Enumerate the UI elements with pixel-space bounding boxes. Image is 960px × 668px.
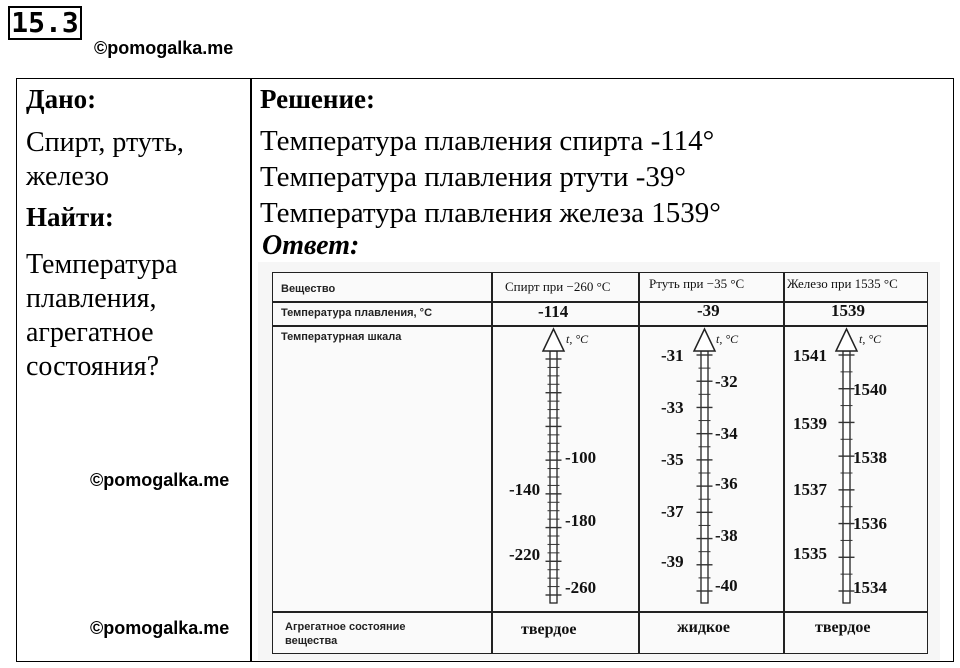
head-state-line-2: вещества xyxy=(285,635,338,647)
answer-label: Ответ: xyxy=(262,230,360,261)
scale-mercury xyxy=(661,329,739,603)
alcohol-label-m140: -140 xyxy=(509,480,541,499)
solution-label: Решение: xyxy=(260,84,375,114)
head-substance: Вещество xyxy=(281,283,336,295)
task-number: 15.3 xyxy=(8,6,82,40)
find-line-1: Температура xyxy=(26,249,178,280)
mercury-label-m35: -35 xyxy=(661,450,684,469)
alcohol-label-m100: -100 xyxy=(565,448,597,467)
col-2-title: Ртуть при −35 °С xyxy=(649,276,745,291)
head-scale: Температурная шкала xyxy=(281,331,402,343)
answer-table-border xyxy=(272,272,928,654)
iron-label-1540: 1540 xyxy=(853,380,887,399)
find-line-4: состояния? xyxy=(26,351,160,382)
scale-alcohol-arrow xyxy=(543,329,564,351)
col-2-melting: -39 xyxy=(697,301,720,320)
mercury-label-m40: -40 xyxy=(715,576,738,595)
find-line-2: плавления, xyxy=(26,283,157,314)
scale-iron-unit: t, °С xyxy=(859,332,882,346)
iron-label-1538: 1538 xyxy=(853,448,887,467)
iron-label-1541: 1541 xyxy=(793,346,827,365)
scale-mercury-arrow xyxy=(694,329,715,351)
mercury-label-m36: -36 xyxy=(715,474,738,493)
column-divider xyxy=(250,78,252,662)
scale-iron xyxy=(793,329,888,603)
mercury-label-m34: -34 xyxy=(715,424,738,443)
alcohol-label-m260: -260 xyxy=(565,578,597,597)
watermark-top: ©pomogalka.me xyxy=(94,38,234,58)
temperature-scales xyxy=(273,273,929,655)
col-1-melting: -114 xyxy=(538,302,569,321)
solution-line-3: Температура плавления железа 1539° xyxy=(260,197,721,229)
iron-label-1539: 1539 xyxy=(793,414,827,433)
scale-iron-arrow xyxy=(836,329,857,351)
find-label: Найти: xyxy=(26,202,114,232)
mercury-label-m39: -39 xyxy=(661,552,684,571)
iron-label-1536: 1536 xyxy=(853,514,887,533)
watermark-middle: ©pomogalka.me xyxy=(90,470,230,490)
scale-mercury-unit: t, °С xyxy=(716,332,739,346)
scale-alcohol-unit: t, °С xyxy=(566,332,589,346)
mercury-label-m32: -32 xyxy=(715,372,738,391)
watermark-bottom: ©pomogalka.me xyxy=(90,618,230,638)
col-3-melting: 1539 xyxy=(831,301,865,320)
col-3-state: твердое xyxy=(815,619,871,636)
col-3-title: Железо при 1535 °С xyxy=(787,276,898,291)
alcohol-label-m180: -180 xyxy=(565,511,597,530)
given-line-1: Спирт, ртуть, xyxy=(26,127,184,158)
mercury-label-m37: -37 xyxy=(661,502,684,521)
col-1-title: Спирт при −260 °С xyxy=(505,279,611,294)
col-2-state: жидкое xyxy=(677,619,731,636)
head-state-line-1: Агрегатное состояние xyxy=(285,621,406,633)
mercury-label-m38: -38 xyxy=(715,526,738,545)
mercury-label-m33: -33 xyxy=(661,398,684,417)
answer-table xyxy=(258,262,940,660)
find-line-3: агрегатное xyxy=(26,317,154,348)
given-line-2: железо xyxy=(26,161,110,192)
iron-label-1535: 1535 xyxy=(793,544,827,563)
head-melting: Температура плавления, °С xyxy=(281,307,433,319)
col-1-state: твердое xyxy=(521,621,577,638)
solution-line-1: Температура плавления спирта -114° xyxy=(260,125,715,157)
given-label: Дано: xyxy=(26,84,97,114)
mercury-label-m31: -31 xyxy=(661,346,684,365)
alcohol-label-m220: -220 xyxy=(509,545,541,564)
solution-line-2: Температура плавления ртути -39° xyxy=(260,161,687,193)
iron-label-1534: 1534 xyxy=(853,578,887,597)
scale-alcohol xyxy=(509,329,596,603)
iron-label-1537: 1537 xyxy=(793,480,827,499)
